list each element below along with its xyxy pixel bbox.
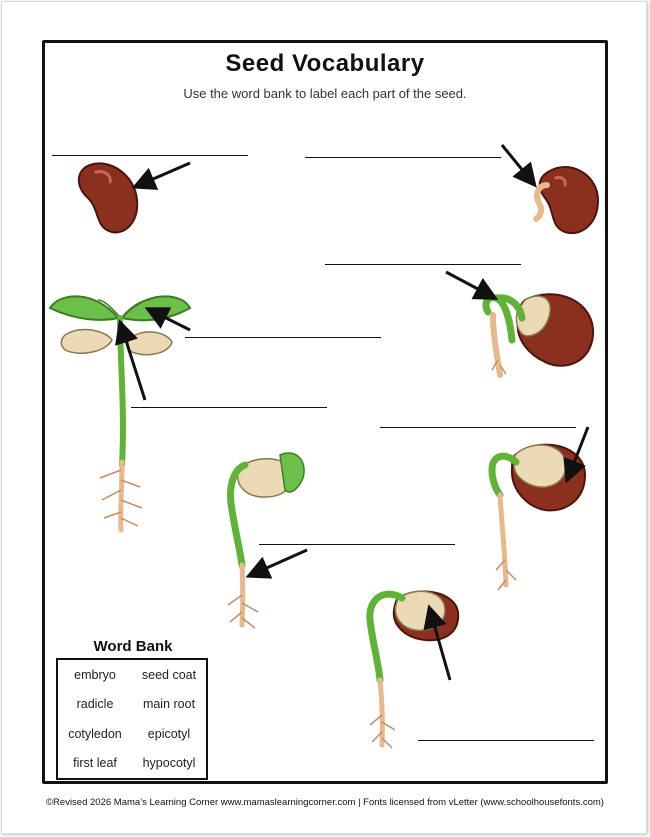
page-title: Seed Vocabulary <box>225 50 425 77</box>
instructions: Use the word bank to label each part of the seed. <box>183 86 467 101</box>
word-bank-title: Word Bank <box>93 638 173 655</box>
arrow-7 <box>251 550 307 575</box>
bent-seedling-illustration <box>228 453 304 628</box>
word-bank-item: main root <box>142 697 196 712</box>
emerging-seedling-illustration <box>370 591 458 748</box>
word-bank-item: seed coat <box>141 667 197 682</box>
word-bank-item: cotyledon <box>68 726 122 741</box>
germinating-seed-radicle-illustration <box>536 167 598 233</box>
word-bank-item: first leaf <box>73 756 117 771</box>
bean-seed-illustration <box>79 163 137 232</box>
word-bank-item: embryo <box>74 667 116 682</box>
word-bank-item: hypocotyl <box>142 756 196 771</box>
seed-with-hypocotyl-illustration <box>486 294 593 375</box>
seedling-with-leaves-illustration <box>50 296 190 530</box>
word-bank <box>56 658 208 780</box>
arrow-3 <box>446 272 493 297</box>
footer-credit: ©Revised 2026 Mama’s Learning Corner www.mamaslearningcorner.com | Fonts licensed from vLetter (www.schoolhousefonts.com) <box>46 797 604 808</box>
word-bank-item: epicotyl <box>147 726 191 741</box>
arrow-1 <box>137 163 190 186</box>
arrow-2 <box>502 145 533 183</box>
word-bank-item: radicle <box>76 697 114 712</box>
